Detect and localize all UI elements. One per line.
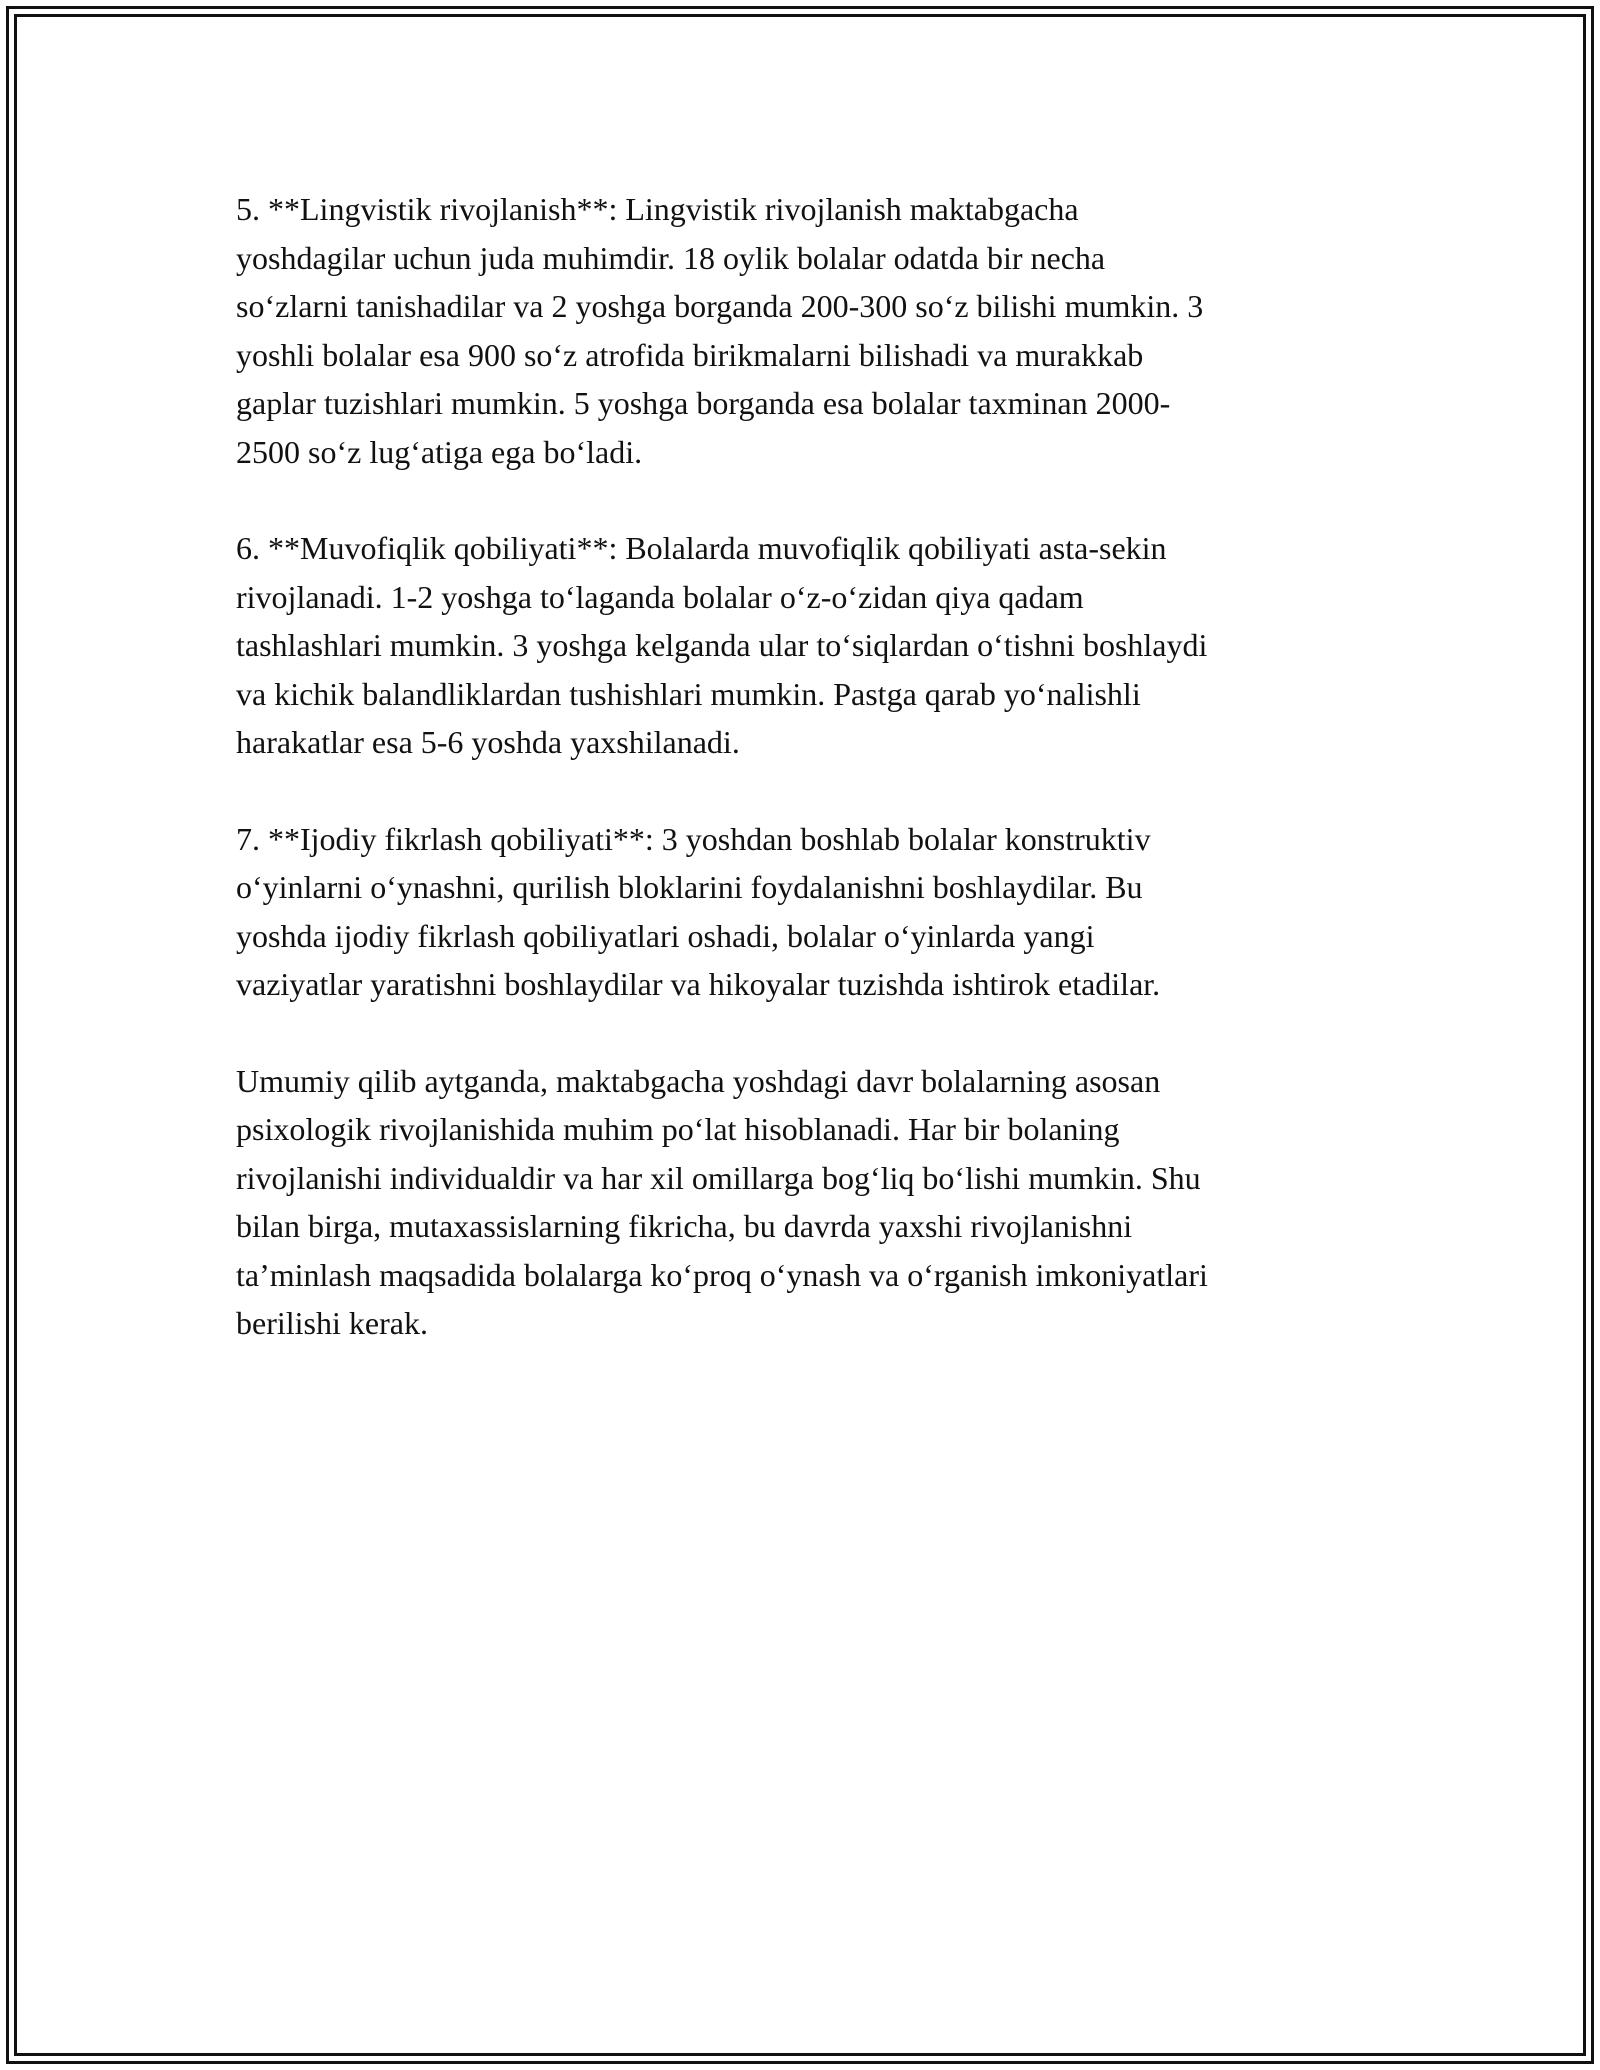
document-body [236, 185, 1366, 1396]
paragraph-creative-thinking: 7. **Ijodiy fikrlash qobiliyati**: 3 yoshdan boshlab bolalar konstruktiv o‘yinlarni o‘ynashni, qurilish bloklarini foydalanishni boshlaydilar. Bu yoshda ijodiy fikrlash qobiliyatlari oshadi, bolalar o‘yinlarda yangi vaziyatlar yaratishni boshlaydilar va hikoyalar tuzishda ishtirok etadilar. [236, 820, 1161, 1002]
paragraph-conclusion: Umumiy qilib aytganda, maktabgacha yoshdagi davr bolalarning asosan psixologik rivojlanishida muhim po‘lat hisoblanadi. Har bir bolaning rivojlanishi individualdir va har xil omillarga bog‘liq bo‘lishi mumkin. Shu bilan birga, mutaxassislarning fikricha, bu davrda yaxshi rivojlanishni ta’minlash maqsadida bolalarga ko‘proq o‘ynash va o‘rganish imkoniyatlari berilishi kerak. [236, 1062, 1208, 1341]
paragraph-linguistic-development: 5. **Lingvistik rivojlanish**: Lingvistik rivojlanish maktabgacha yoshdagilar uchun juda muhimdir. 18 oylik bolalar odatda bir necha so‘zlarni tanishadilar va 2 yoshga borganda 200-300 so‘z bilishi mumkin. 3 yoshli bolalar esa 900 so‘z atrofida birikmalarni bilishadi va murakkab gaplar tuzishlari mumkin. 5 yoshga borganda esa bolalar taxminan 2000- 2500 so‘z lug‘atiga ega bo‘ladi. [236, 191, 1204, 470]
paragraph-coordination-ability: 6. **Muvofiqlik qobiliyati**: Bolalarda muvofiqlik qobiliyati asta-sekin rivojlanadi. 1-2 yoshga to‘laganda bolalar o‘z-o‘zidan qiya qadam tashlashlari mumkin. 3 yoshga kelganda ular to‘siqlardan o‘tishni boshlaydi va kichik balandliklardan tushishlari mumkin. Pastga qarab yo‘nalishli harakatlar esa 5-6 yoshda yaxshilanadi. [236, 530, 1208, 760]
